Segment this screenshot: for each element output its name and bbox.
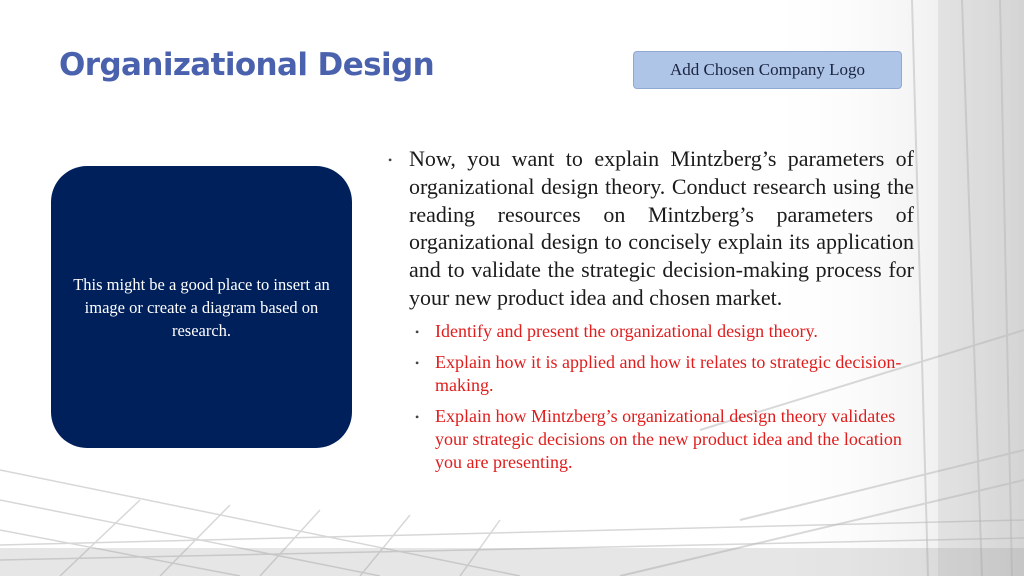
slide-title: Organizational Design xyxy=(59,47,435,83)
placeholder-text: This might be a good place to insert an image or create a diagram based on research. xyxy=(73,274,330,340)
sub-bullet xyxy=(415,405,914,474)
bullet-dot-icon: • xyxy=(415,355,420,370)
add-company-logo-button[interactable]: Add Chosen Company Logo xyxy=(633,51,902,89)
bullet-dot-icon: • xyxy=(415,324,420,339)
sub-bullet-text: Explain how it is applied and how it relates to strategic decision-making. xyxy=(435,351,902,395)
sub-bullet xyxy=(415,351,914,397)
main-bullet-text: Now, you want to explain Mintzberg’s parameters of organizational design theory. Conduct research using the reading resources on Mintzberg’s parameters of organizational design to concisely explain its application and to validate the strategic decision-making process for your new product idea and chosen market. xyxy=(409,146,914,310)
bullet-content xyxy=(388,145,914,474)
main-bullet xyxy=(388,145,914,312)
image-placeholder[interactable] xyxy=(51,166,352,448)
bullet-dot-icon: • xyxy=(388,153,393,167)
sub-bullet-text: Explain how Mintzberg’s organizational design theory validates your strategic decisions on the new product idea and the location you are presenting. xyxy=(435,405,902,472)
sub-bullet xyxy=(415,320,914,343)
sub-bullet-text: Identify and present the organizational design theory. xyxy=(435,320,818,341)
bullet-dot-icon: • xyxy=(415,409,420,424)
